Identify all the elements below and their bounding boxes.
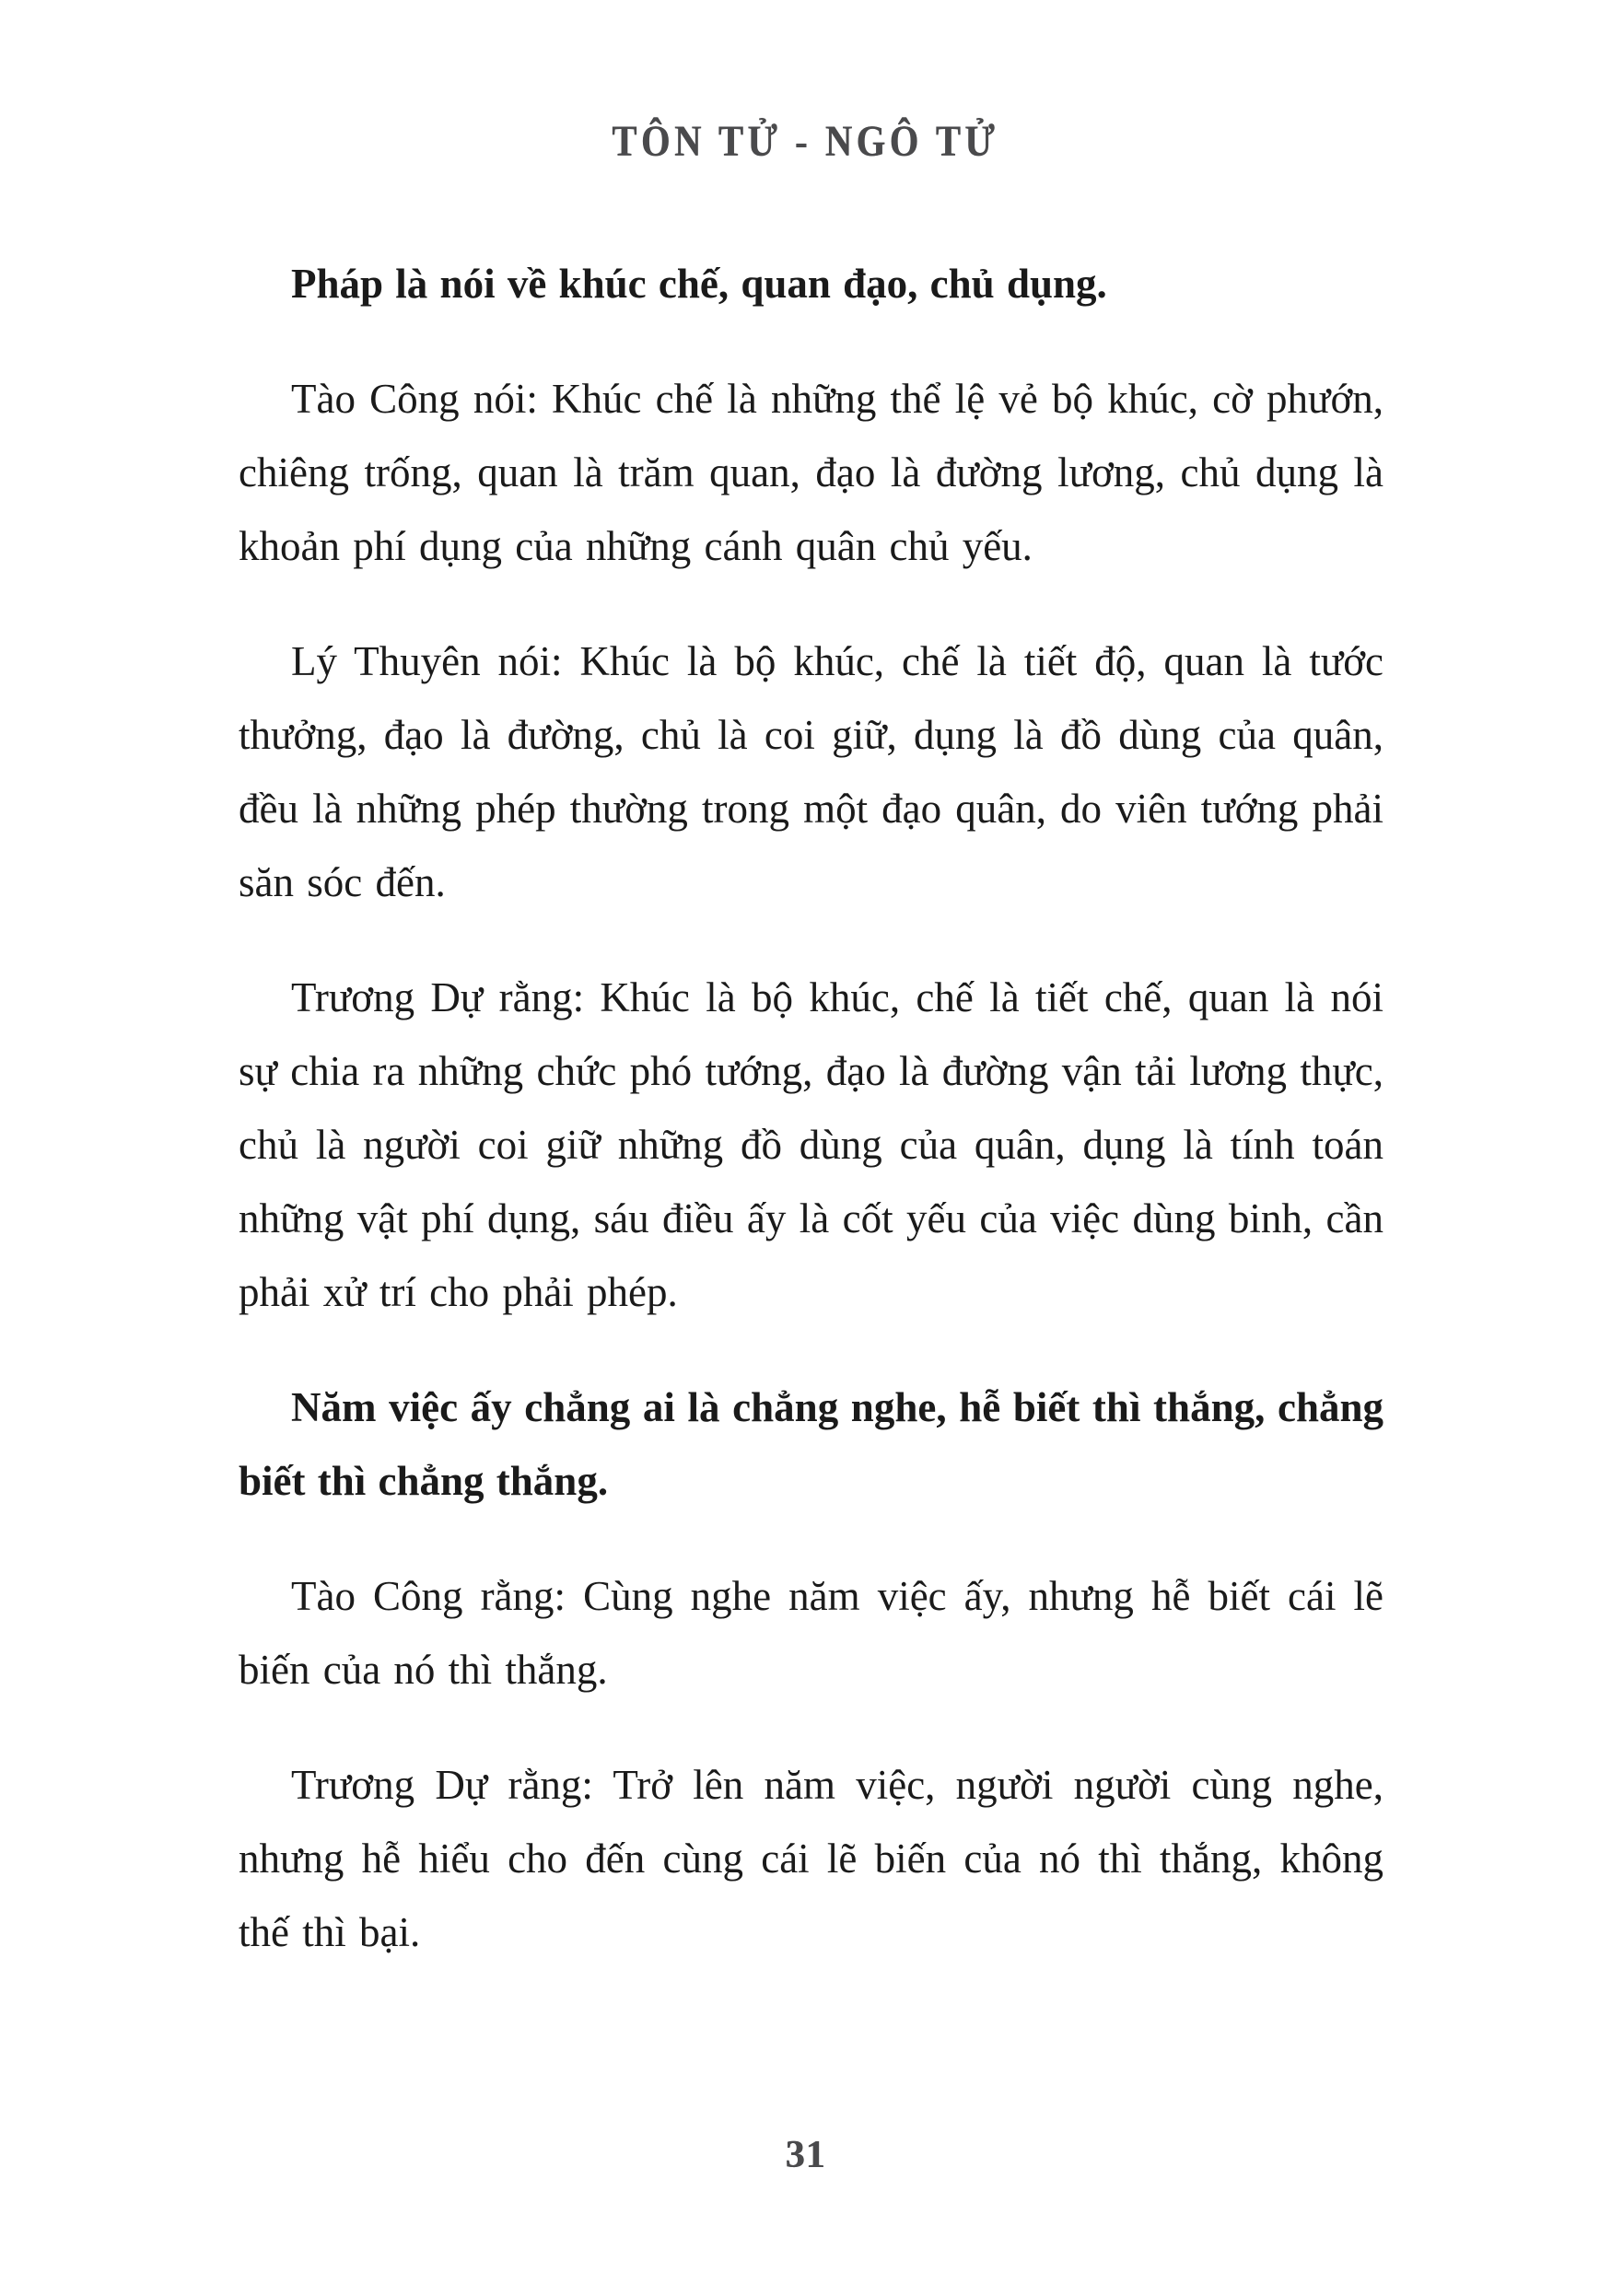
commentary-tao-cong-2: Tào Công rằng: Cùng nghe năm việc ấy, nhưng hễ biết cái lẽ biến của nó thì thắng.: [239, 1573, 1383, 1693]
commentary-truong-du-2: Trương Dự rằng: Trở lên năm việc, người người cùng nghe, nhưng hễ hiểu cho đến cùng cái lẽ biến của nó thì thắng, không thế thì bại.: [239, 1762, 1383, 1955]
book-title-header: TÔN TỬ - NGÔ TỬ: [612, 117, 999, 166]
running-header: [0, 116, 1611, 166]
page-number: 31: [785, 2134, 826, 2176]
source-text-heading-nam-viec: Năm việc ấy chẳng ai là chẳng nghe, hễ biết thì thắng, chẳng biết thì chẳng thắng.: [239, 1384, 1383, 1504]
commentary-truong-du-1: Trương Dự rằng: Khúc là bộ khúc, chế là tiết chế, quan là nói sự chia ra những chức phó tướng, đạo là đường vận tải lương thực, chủ là người coi giữ những đồ dùng của quân, dụng là tính toán những vật phí dụng, sáu điều ấy là cốt yếu của việc dùng binh, cần phải xử trí cho phải phép.: [239, 974, 1383, 1315]
source-text-heading-phap: Pháp là nói về khúc chế, quan đạo, chủ dụng.: [291, 261, 1107, 307]
commentary-tao-cong-1: Tào Công nói: Khúc chế là những thể lệ vẻ bộ khúc, cờ phướn, chiêng trống, quan là trăm quan, đạo là đường lương, chủ dụng là khoản phí dụng của những cánh quân chủ yếu.: [239, 376, 1383, 569]
commentary-ly-thuyen: Lý Thuyên nói: Khúc là bộ khúc, chế là tiết độ, quan là tước thưởng, đạo là đường, chủ là coi giữ, dụng là đồ dùng của quân, đều là những phép thường trong một đạo quân, do viên tướng phải săn sóc đến.: [239, 638, 1383, 905]
page-content: [239, 247, 1383, 2010]
